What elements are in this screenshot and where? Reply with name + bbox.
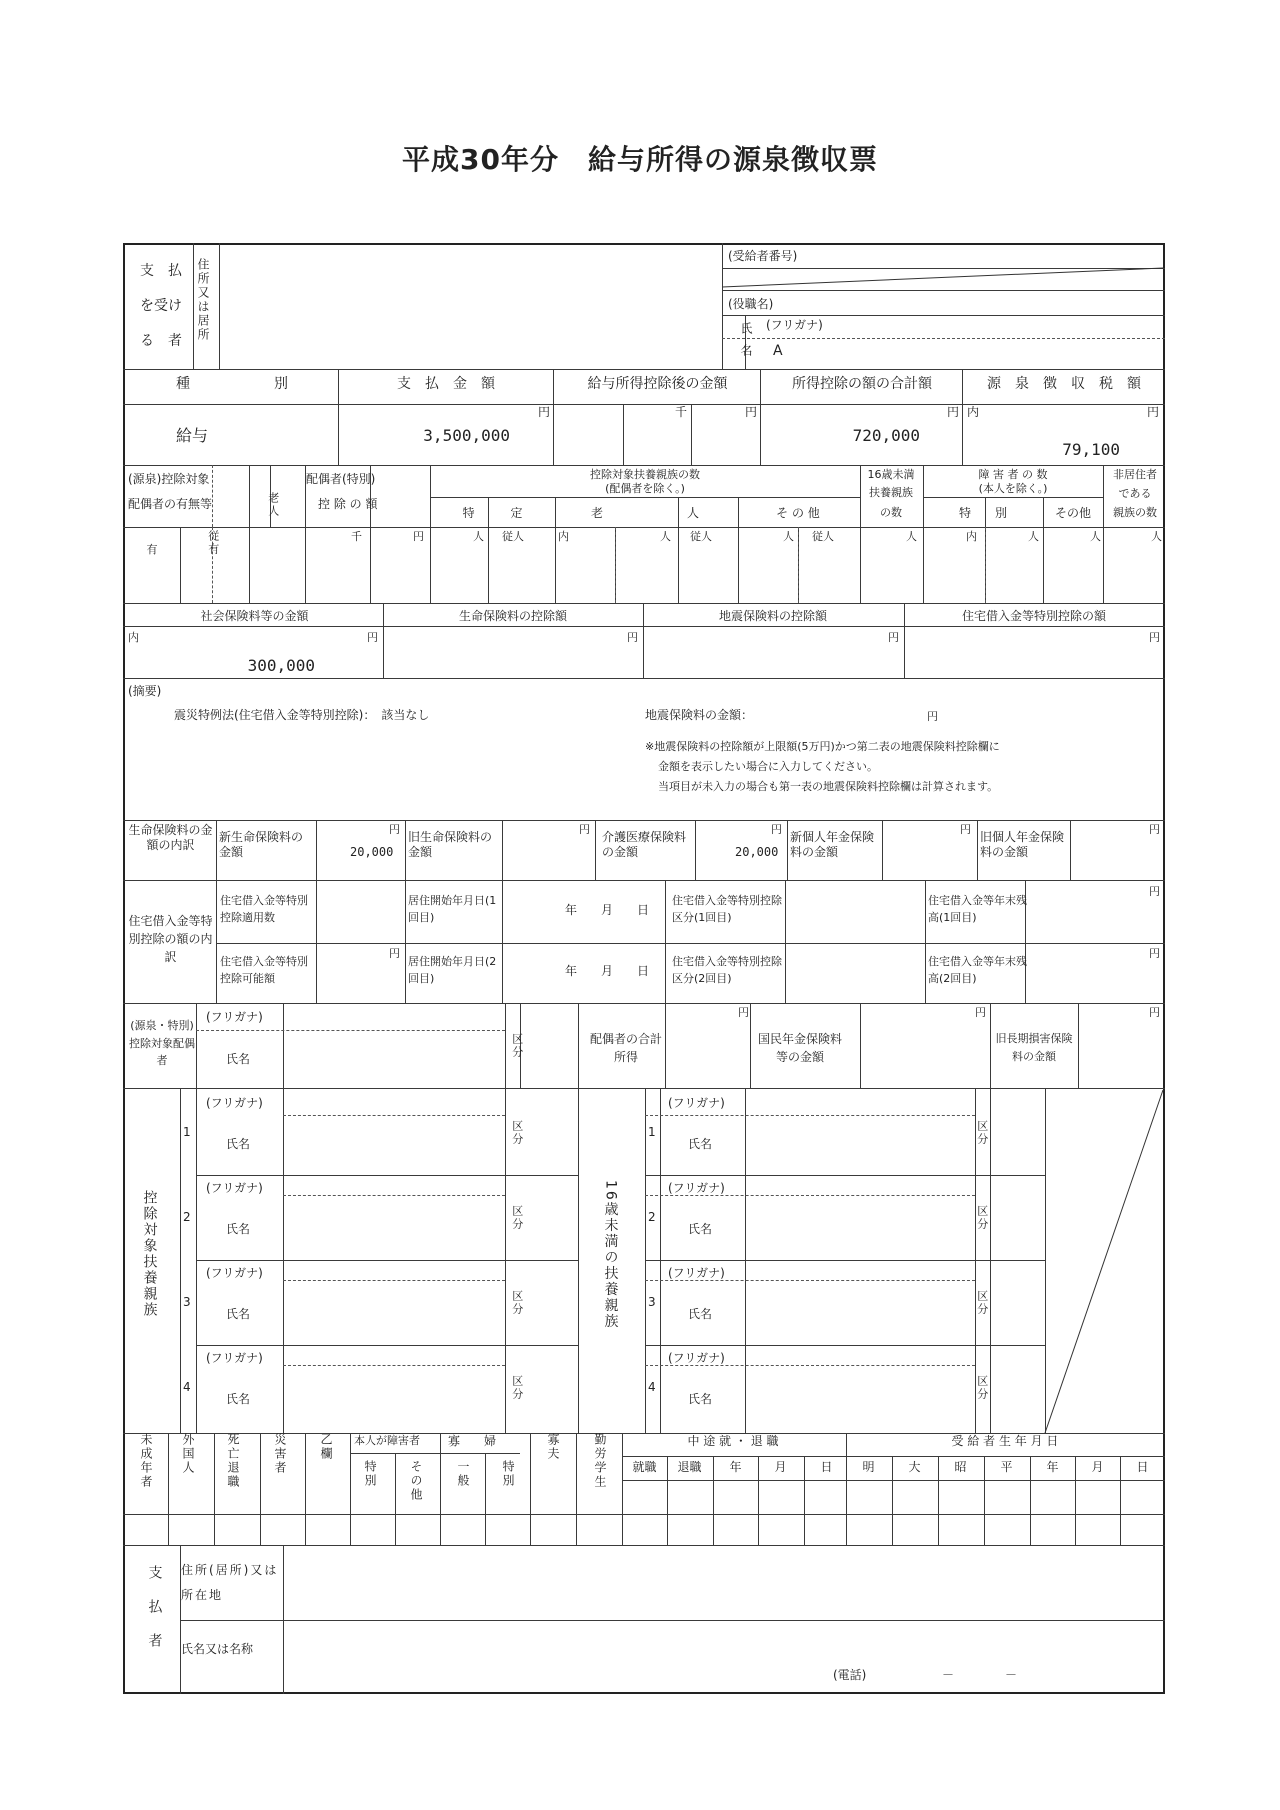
status-subheader-heisei: 平 [1000, 1460, 1013, 1474]
remarks-note-3: 当項目が未入力の場合も第一表の地震保険料控除欄は計算されます。 [658, 780, 999, 793]
under16-number: 1 [648, 1125, 656, 1139]
widow-label: 寡 婦 [448, 1434, 497, 1448]
social-insurance-header: 社会保険料等の金額 [200, 609, 309, 623]
remarks-note-2: 金額を表示したい場合に入力してください。 [658, 760, 878, 773]
quake-yen: 円 [888, 631, 899, 644]
spouse-income-label: 配偶者の合計所得 [590, 1032, 663, 1064]
under16-number: 4 [648, 1380, 656, 1394]
status-subheader-hi: 日 [1136, 1460, 1149, 1474]
kind-value: 給与 [176, 426, 209, 445]
dependent-name-label: 氏名 [226, 1307, 251, 1321]
dependent-furigana-label: (フリガナ) [206, 1351, 263, 1365]
spouse-furigana-label: (フリガナ) [206, 1010, 263, 1024]
rojin-nin: 人 [660, 530, 671, 543]
under16-furigana-label: (フリガナ) [668, 1096, 725, 1110]
payer-address-label: 住所(居所)又は所在地 [181, 1563, 279, 1603]
sonota-header: そ の 他 [776, 506, 820, 520]
student-label: 勤労学生 [593, 1433, 607, 1489]
remarks-yen: 円 [927, 710, 938, 723]
under16-furigana-label: (フリガナ) [668, 1351, 725, 1365]
name-label: 氏名 [739, 322, 753, 366]
housing-detail-label: 住宅借入金等特別控除の額の内訳 [128, 914, 213, 964]
start-date-1-ymd: 年 月 日 [565, 903, 650, 917]
status-subheader-nen: 年 [729, 1460, 742, 1474]
new-life-value: 20,000 [350, 845, 394, 859]
rojin-label: 老人 [266, 492, 280, 518]
spouse-header-1: (源泉)控除対象 [128, 472, 210, 486]
dependent-number: 4 [183, 1380, 191, 1394]
under16-number: 3 [648, 1295, 656, 1309]
spouse-deduction-header-1: 配偶者(特別) [306, 472, 376, 486]
payer-label: 支払者 [146, 1565, 163, 1667]
life-insurance-header: 生命保険料の控除額 [458, 609, 567, 623]
new-pension-label: 新個人年金保険料の金額 [790, 830, 875, 859]
header-after-deduction: 給与所得控除後の金額 [587, 376, 728, 392]
phone-dash-1: － [942, 1668, 955, 1682]
care-yen: 円 [771, 823, 782, 836]
disabled-other-nin: 人 [1090, 530, 1101, 543]
payee-label-1: 支 払 [140, 263, 182, 279]
nonresident-nin: 人 [1151, 530, 1162, 543]
spouse-name-label: 氏名 [226, 1052, 251, 1066]
recipient-number-label: (受給者番号) [728, 249, 798, 263]
old-long-term-yen: 円 [1149, 1006, 1160, 1019]
spouse-ded-sen: 千 [351, 530, 362, 543]
category-1-label: 住宅借入金等特別控除区分(1回目) [672, 894, 782, 924]
widower-label: 寡夫 [546, 1433, 560, 1461]
old-pension-label: 旧個人年金保険料の金額 [980, 830, 1065, 859]
header-total-deduction: 所得控除の額の合計額 [792, 376, 932, 392]
dependent-kubun-label: 区分 [510, 1120, 524, 1146]
status-subheader-nen: 年 [1046, 1460, 1059, 1474]
sonota-nin: 人 [783, 530, 794, 543]
under16-furigana-label: (フリガナ) [668, 1266, 725, 1280]
old-pension-yen: 円 [1149, 823, 1160, 836]
dependents-list-label: 控除対象扶養親族 [141, 1190, 158, 1318]
tokutei-nin: 人 [473, 530, 484, 543]
status-other-label: その他 [409, 1460, 423, 1502]
status-subheader-showa: 昭 [954, 1460, 967, 1474]
disabled-uchi: 内 [966, 530, 977, 543]
balance-2-yen: 円 [1149, 947, 1160, 960]
midway-label: 中 途 就 ・ 退 職 [687, 1434, 779, 1448]
under16-name-label: 氏名 [688, 1392, 713, 1406]
new-pension-yen: 円 [960, 823, 971, 836]
spouse-kubun-label: 区分 [510, 1033, 524, 1059]
remarks-label: (摘要) [128, 684, 162, 698]
disabled-other-label: その他 [1054, 506, 1091, 520]
minor-label: 未成年者 [139, 1433, 153, 1489]
payer-name-label: 氏名又は名称 [181, 1642, 254, 1656]
birth-label: 受 給 者 生 年 月 日 [951, 1434, 1059, 1448]
social-uchi: 内 [128, 631, 139, 644]
dependent-furigana-label: (フリガナ) [206, 1096, 263, 1110]
dependent-name-label: 氏名 [226, 1222, 251, 1236]
otsu-label: 乙欄 [319, 1433, 333, 1461]
status-subheader-meiji: 明 [862, 1460, 875, 1474]
care-value: 20,000 [735, 845, 779, 859]
quake-insurance-header: 地震保険料の控除額 [718, 609, 827, 623]
death-label: 死亡退職 [226, 1433, 240, 1489]
status-subheader-tsuki: 月 [774, 1460, 787, 1474]
status-special-label: 特別 [363, 1460, 377, 1488]
start-date-2-label: 居住開始年月日(2回目) [408, 955, 497, 985]
balance-1-label: 住宅借入金等年末残高(1回目) [928, 894, 1027, 924]
header-withholding: 源 泉 徴 収 税 額 [987, 376, 1141, 392]
under16-nin: 人 [906, 530, 917, 543]
after-deduction-yen: 円 [745, 405, 758, 419]
under16-furigana-label: (フリガナ) [668, 1181, 725, 1195]
disabled-self-label: 本人が障害者 [354, 1434, 420, 1447]
old-long-term-label: 旧長期損害保険料の金額 [995, 1032, 1073, 1063]
disabled-special-nin: 人 [1028, 530, 1039, 543]
payee-label-3: る 者 [140, 333, 182, 349]
remarks-line-2: 地震保険料の金額： [645, 708, 754, 722]
under16-kubun-label: 区分 [975, 1120, 989, 1146]
old-life-label: 旧生命保険料の金額 [408, 830, 493, 859]
payment-value: 3,500,000 [423, 426, 510, 445]
remarks-note-1: ※地震保険料の控除額が上限額(5万円)かつ第二表の地震保険料控除欄に [645, 740, 1000, 753]
care-label: 介護医療保険料の金額 [602, 830, 687, 859]
social-yen: 円 [367, 631, 378, 644]
old-life-yen: 円 [579, 823, 590, 836]
remarks-line-1: 震災特例法(住宅借入金等特別控除)： 該当なし [174, 708, 430, 722]
spouse-income-yen: 円 [738, 1006, 749, 1019]
address-label: 住所又は居所 [196, 258, 210, 342]
life-detail-label: 生命保険料の金額の内訳 [128, 823, 213, 852]
rojin-header: 老 人 [590, 506, 699, 520]
payment-yen: 円 [538, 405, 551, 419]
foreign-label: 外国人 [181, 1433, 195, 1475]
social-insurance-value: 300,000 [247, 656, 315, 675]
under16-kubun-label: 区分 [975, 1290, 989, 1316]
dependent-kubun-label: 区分 [510, 1205, 524, 1231]
widow-general-label: 一般 [456, 1460, 470, 1488]
disaster-label: 災害者 [273, 1433, 287, 1475]
status-subheader-taisho: 大 [908, 1460, 921, 1474]
spouse-pension-yen: 円 [975, 1006, 986, 1019]
spouse-header-2: 配偶者の有無等 [128, 497, 213, 511]
recipient-name: A [773, 343, 783, 359]
dependent-kubun-label: 区分 [510, 1375, 524, 1401]
possible-amount-yen: 円 [389, 947, 400, 960]
category-2-label: 住宅借入金等特別控除区分(2回目) [672, 955, 782, 985]
applied-count-label: 住宅借入金等特別控除適用数 [220, 894, 308, 924]
disabled-special-label: 特 別 [958, 506, 1007, 520]
dependents-header-2: (配偶者を除く。) [605, 482, 685, 495]
dependent-kubun-label: 区分 [510, 1290, 524, 1316]
withholding-uchi: 内 [967, 405, 980, 419]
dependents-header-1: 控除対象扶養親族の数 [590, 468, 700, 481]
under16-header-2: 扶養親族 [869, 486, 913, 499]
housing-yen: 円 [1149, 631, 1160, 644]
tokutei-junin: 従人 [502, 530, 524, 543]
under16-kubun-label: 区分 [975, 1205, 989, 1231]
status-subheader-hi: 日 [820, 1460, 833, 1474]
nonresident-header-1: 非居住者 [1113, 468, 1157, 481]
spouse-pension-label: 国民年金保険料等の金額 [757, 1032, 842, 1064]
position-label: (役職名) [728, 297, 774, 311]
possible-amount-label: 住宅借入金等特別控除可能額 [220, 955, 308, 985]
spouse-deduction-header-2: 控 除 の 額 [318, 497, 378, 511]
disabled-header-1: 障 害 者 の 数 [978, 468, 1048, 481]
rojin-junin: 従人 [690, 530, 712, 543]
life-yen: 円 [627, 631, 638, 644]
withholding-yen: 円 [1147, 405, 1160, 419]
rojin-uchi: 内 [558, 530, 569, 543]
status-subheader-tsuki: 月 [1091, 1460, 1104, 1474]
spouse-ju-label: 従有 [206, 530, 220, 556]
under16-kubun-label: 区分 [975, 1375, 989, 1401]
phone-label: (電話) [833, 1668, 867, 1682]
dependent-number: 2 [183, 1210, 191, 1224]
housing-deduction-header: 住宅借入金等特別控除の額 [961, 609, 1106, 623]
under16-header-3: の数 [880, 506, 902, 519]
nonresident-header-3: 親族の数 [1113, 506, 1157, 519]
furigana-label: (フリガナ) [766, 318, 823, 332]
sonota-junin: 従人 [812, 530, 834, 543]
payee-label-2: を受け [140, 298, 182, 314]
start-date-2-ymd: 年 月 日 [565, 964, 650, 978]
disabled-header-2: (本人を除く。) [978, 482, 1048, 495]
widow-special-label: 特別 [501, 1460, 515, 1488]
withholding-value: 79,100 [1062, 440, 1120, 459]
under16-list-label: 16歳未満の扶養親族 [602, 1180, 619, 1330]
new-life-label: 新生命保険料の金額 [219, 830, 304, 859]
under16-name-label: 氏名 [688, 1222, 713, 1236]
dependent-number: 1 [183, 1125, 191, 1139]
under16-number: 2 [648, 1210, 656, 1224]
under16-header-1: 16歳未満 [867, 468, 915, 481]
dependent-name-label: 氏名 [226, 1392, 251, 1406]
header-kind: 種 別 [176, 376, 288, 392]
page-title: 平成30年分 給与所得の源泉徴収票 [402, 143, 878, 176]
under16-name-label: 氏名 [688, 1307, 713, 1321]
total-deduction-yen: 円 [947, 405, 960, 419]
under16-name-label: 氏名 [688, 1137, 713, 1151]
spouse-yes-label: 有 [146, 543, 158, 556]
dependent-furigana-label: (フリガナ) [206, 1266, 263, 1280]
dependent-furigana-label: (フリガナ) [206, 1181, 263, 1195]
spouse-label: (源泉・特別)控除対象配偶者 [129, 1019, 195, 1068]
status-subheader-shushoku: 就職 [632, 1460, 657, 1474]
header-payment: 支 払 金 額 [397, 376, 495, 392]
balance-2-label: 住宅借入金等年末残高(2回目) [928, 955, 1027, 985]
nonresident-header-2: である [1118, 487, 1152, 500]
start-date-1-label: 居住開始年月日(1回目) [408, 894, 497, 924]
dependent-number: 3 [183, 1295, 191, 1309]
tokutei-label: 特 定 [462, 506, 523, 520]
balance-1-yen: 円 [1149, 885, 1160, 898]
total-deduction-value: 720,000 [852, 426, 920, 445]
after-deduction-sen: 千 [675, 405, 688, 419]
spouse-ded-yen: 円 [413, 530, 424, 543]
status-subheader-taishoku: 退職 [677, 1460, 702, 1474]
new-life-yen: 円 [389, 823, 400, 836]
dependent-name-label: 氏名 [226, 1137, 251, 1151]
phone-dash-2: － [1005, 1668, 1018, 1682]
